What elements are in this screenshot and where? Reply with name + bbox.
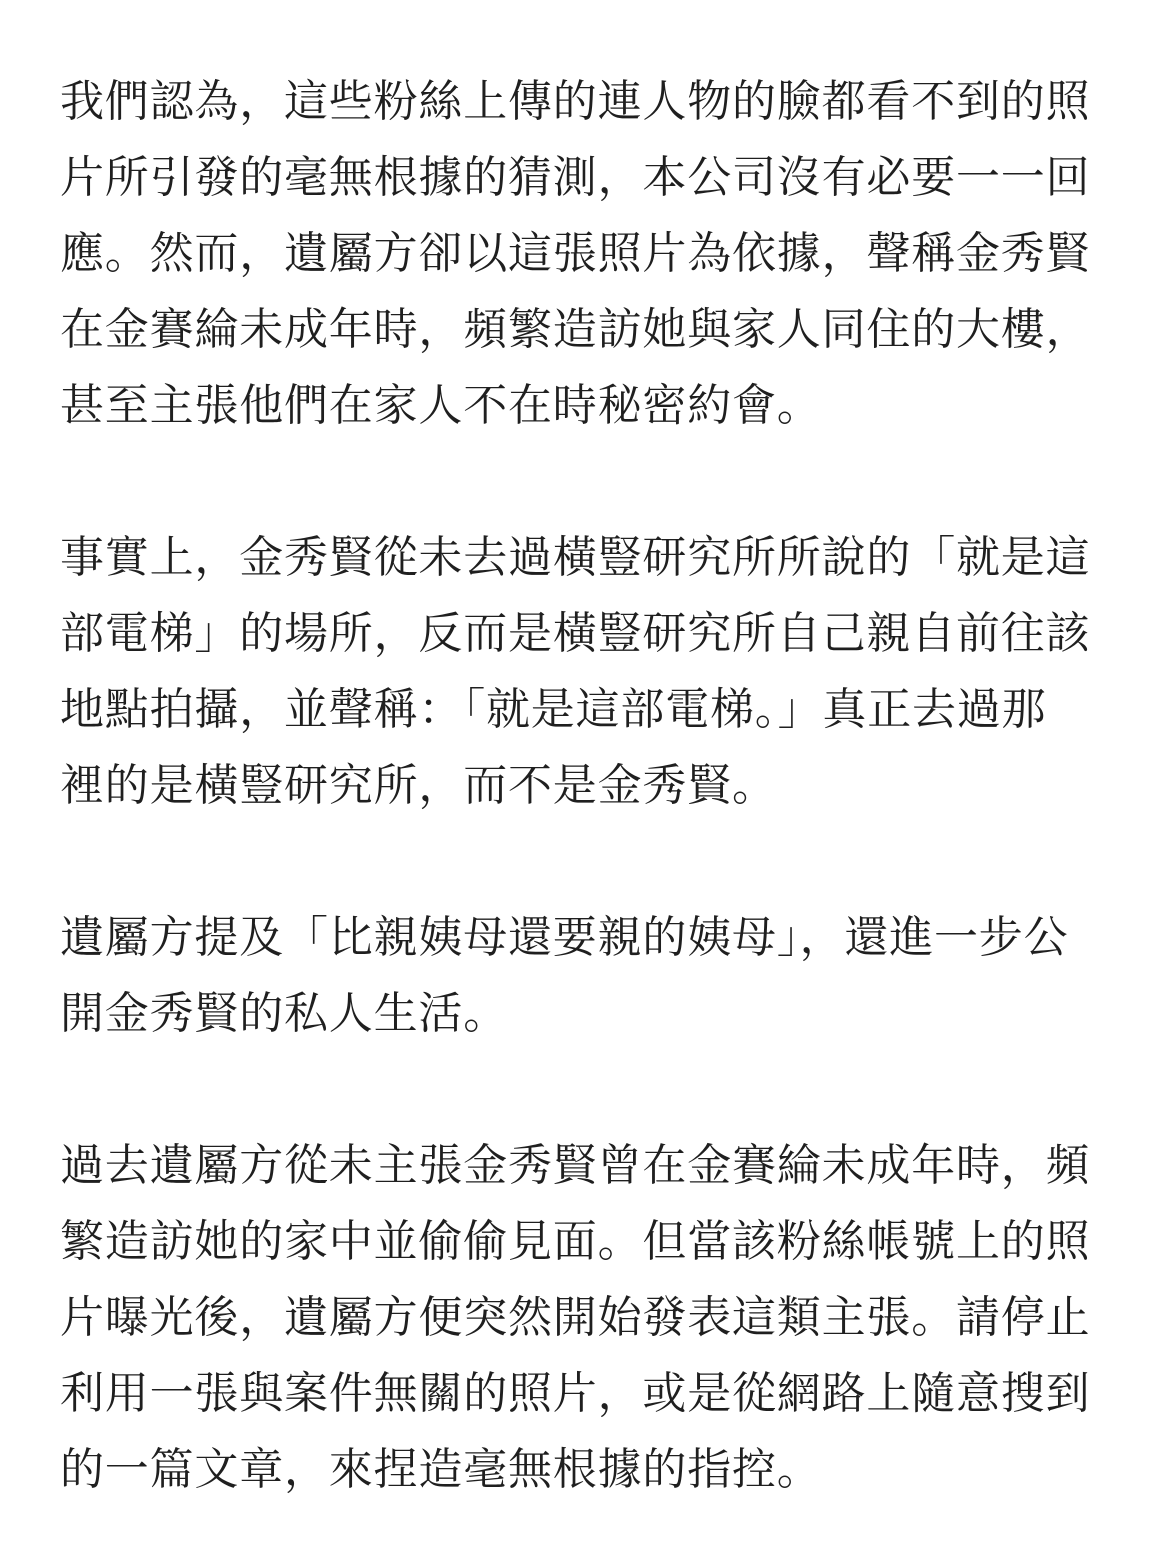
text-line: 事實上，金秀賢從未去過橫豎研究所所說的「就是這 — [60, 532, 1091, 583]
text-line: 部電梯」的場所，反而是橫豎研究所自己親自前往該 — [60, 608, 1091, 659]
paragraph-1 — [60, 64, 1110, 444]
text-line: 開金秀賢的私人生活。 — [60, 988, 508, 1039]
text-line: 應。然而，遺屬方卻以這張照片為依據，聲稱金秀賢 — [60, 228, 1091, 279]
text-line: 片所引發的毫無根據的猜測，本公司沒有必要一一回 — [60, 152, 1091, 203]
paragraph-4 — [60, 1128, 1110, 1508]
text-line: 繁造訪她的家中並偷偷見面。但當該粉絲帳號上的照 — [60, 1216, 1091, 1267]
text-line: 利用一張與案件無關的照片，或是從網路上隨意搜到 — [60, 1368, 1091, 1419]
text-line: 遺屬方提及「比親姨母還要親的姨母」，還進一步公 — [60, 912, 1069, 963]
text-line: 甚至主張他們在家人不在時秘密約會。 — [60, 380, 822, 431]
text-line: 的一篇文章，來捏造毫無根據的指控。 — [60, 1444, 822, 1495]
text-line: 過去遺屬方從未主張金秀賢曾在金賽綸未成年時，頻 — [60, 1140, 1091, 1191]
text-line: 裡的是橫豎研究所，而不是金秀賢。 — [60, 760, 777, 811]
text-line: 地點拍攝，並聲稱：「就是這部電梯。」真正去過那 — [60, 684, 1047, 735]
paragraph-2 — [60, 520, 1110, 824]
text-line: 片曝光後，遺屬方便突然開始發表這類主張。請停止 — [60, 1292, 1091, 1343]
paragraph-3 — [60, 900, 1110, 1052]
text-line: 在金賽綸未成年時，頻繁造訪她與家人同住的大樓， — [60, 304, 1091, 355]
text-line: 我們認為，這些粉絲上傳的連人物的臉都看不到的照 — [60, 76, 1091, 127]
